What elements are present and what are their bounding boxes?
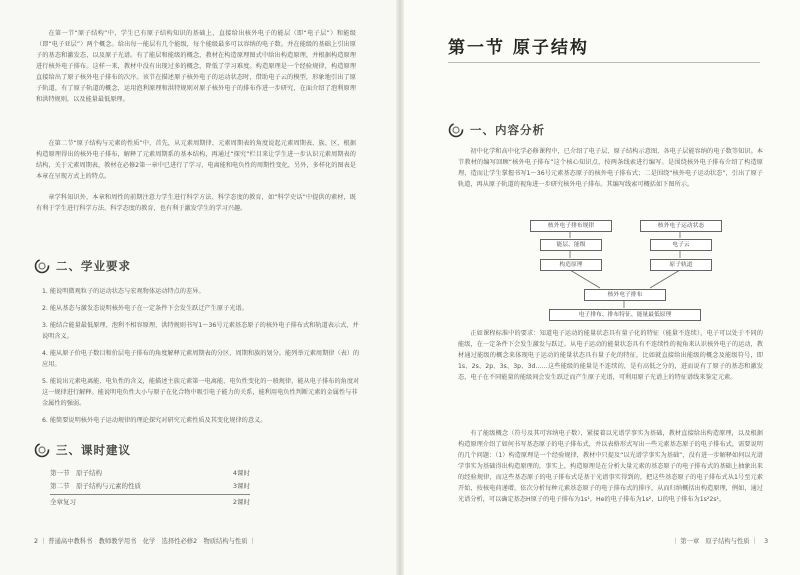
diagram-node-mid-left: 能层、能级 xyxy=(540,239,602,251)
left-paragraph-3: 章学科知识外，本章和周性的前期注意力学生进行科学方法、科学态度的教育，如“科学史话”中提供的素材，既有利于学生进行科学方法、科学态度的教育，也有利于激发学生的学习兴趣。 xyxy=(36,194,356,212)
section-title: 一、内容分析 xyxy=(470,123,545,137)
diagram-node-mid-right: 电子云 xyxy=(650,239,712,251)
chapter-title: 第一节 原子结构 xyxy=(448,38,589,58)
list-item: 2. 能从基态与激发态说明核外电子在一定条件下会发生跃迁产生原子光谱。 xyxy=(42,305,248,312)
diagram-node-bottom: 电子排布、排布特征、能量最低原理 xyxy=(549,309,701,321)
right-paragraph-2: 正如课程标准中的要求：知道电子运动的能量状态具有量子化的特征（能量不连续），电子可以处于不同的能级，在一定条件下会发生激发与跃迁。从电子运动的能量状态具有不连续性的视角来认识核外电子的运动，教材通过能级的概念来体现电子运动的能量状态具有量子化的特征，比如就直接给出能级的概念及能级符号，即1s、2s、2p、3s、3p、3d……这些能级的能量是不连续的，是有高低之分的，进而说有了原子的基态和激发态，电子在不同能量的能级间会发生跃迁而产生原子光谱，可利用原子光谱上的特征谱线来鉴定元素。 xyxy=(458,330,763,381)
hours-label: 第一节 原子结构 xyxy=(50,469,102,477)
hours-value: 3课时 xyxy=(232,482,250,490)
diagram-node-top-left: 核外电子排布规律 xyxy=(530,220,612,232)
left-footer: 2 ｜ 普通高中教科书 教师教学用书 化学 选择性必修2 物质结构与性质 ｜ xyxy=(34,538,256,545)
hours-value: 4课时 xyxy=(232,469,250,477)
right-footer: ｜ 第一章 原子结构与性质 ｜ 3 xyxy=(672,538,769,545)
list-item: 3. 能结合能量最低原理、泡利不相容原理、洪特规则书写1～36号元素基态原子的核外电子排布式和轨道表示式，并说明含义。 xyxy=(42,322,359,340)
list-item: 1. 能说明微观粒子的运动状态与宏观物体运动特点的差异。 xyxy=(42,288,205,295)
right-paragraph-1: 初中化学和高中化学必修课程中，已介绍了电子层、原子结构示意图、各电子层能容纳的电子数等知识。本节教材的编写回顾“核外电子排布”这个核心知识点，按两条线索进行编写。是围绕核外电子排布介绍了构造原理，造而让学生掌握书写1～36号元素基态原子的核外电子排布式；二是围绕“核外电子运动状态”，引出了原子轨道，再从原子轨道的视角进一步研究核外电子排布。其编写线索可概括如下图所示。 xyxy=(458,148,763,188)
list-item: 4. 能从原子价电子数目和价层电子排布的角度解释元素周期表的分区、周期和族的划分。能列举元素周期律（表）的应用。 xyxy=(42,350,360,368)
diagram-node-low-right: 原子轨道 xyxy=(650,259,712,271)
section-title: 二、学业要求 xyxy=(56,259,131,273)
section-title: 三、课时建议 xyxy=(56,443,131,457)
hours-label: 第二节 原子结构与元素的性质 xyxy=(50,482,141,490)
right-paragraph-3: 有了能级概念（符号及其可容纳电子数），紧接着以光谱学事实为基础，教材直接给出构造原理，以及根据构造原理介绍了如何书写基态原子的电子排布式，并以表格形式写出一些元素基态原子的电子排布式，需要说明的几个问题：（1）构造原理是一个经验规律，教材中只提及“以光谱学事实为基础”，没有进一步解释如何以光谱学事实为基础得出构造原理的，事实上，构造原理是在分析大量元素的基态原子的电子排布式的基础上抽象出来的经验规律，而这些基态原子的电子排布式是基于光谱事实得到的，把这些基态原子的电子排布式从1号至元素开始，按核电荷递增，依次分析每种元素基态原子的电子排布式的排序，从而归纳概括出构造原理，例如，通过光谱分析，可以确定基态H原子的电子排布为1s¹，He的电子排布为1s²，Li的电子排布为1s²2s¹， xyxy=(458,430,763,503)
left-paragraph-1: 在第一节“原子结构”中，学生已有原子结构知识的基础上，直接给出核外电子的能层（即“电子层”）和能级（即“电子亚层”）两个概念。给出每一能层有几个能级，每个能级最多可以容纳的电子数。并在能级的基础上引出原子的基态和激发态，以及原子光谱。有了能层和能级的概念，教材在构造原理图式中给出构造原理，并根据构造原理进行核外电子排布。这样一来，教材中没有出现过多的概念，降低了学习难度。构造原理是一个经验规律，构造原理直接给出了原子核外电子排布的次序。该节在描述原子核外电子的运动状态时，借助电子云的模型，形象地引出了原子轨道，有了原子轨道的概念，运用泡利原理和洪特规则对原子核外电子的排布作进一步研究，在面介绍了泡利原理和洪特规则，以及能量最低原理。 xyxy=(36,30,356,103)
diagram-node-low-left: 构造原理 xyxy=(540,259,602,271)
diagram-node-top-right: 核外电子运动状态 xyxy=(640,220,722,232)
list-item: 6. 能简要说明核外电子运动规律的理论探究对研究元素性质及其变化规律的意义。 xyxy=(42,417,267,424)
left-paragraph-2: 在第二节“原子结构与元素的性质”中，首先，从元素周期律、元素周期表的角度说起元素周期表、族、区，根据构造原理得出的核外电子排布，解释了元素周期系的基本结构，再通过“探究”栏目来让学生进一步认识元素周期表的结构，关于元素周期表，教材在必修2第一章中已进行了学习，电离能和电负性的周期性变化，另外，多样化的图表是本章在呈现方式上的特点。 xyxy=(36,140,356,180)
diagram-node-center: 核外电子排布 xyxy=(584,289,666,301)
hours-value: 2课时 xyxy=(232,498,250,506)
hours-label: 全章复习 xyxy=(50,498,76,506)
list-item: 5. 能说出元素电离能、电负性的含义，能描述主族元素第一电离能、电负性变化的一般规律，能从电子排布的角度对这一规律进行解释。能说明电负性大小与原子在化合物中吸引电子能力的关系，能利用电负性判断元素的金属性与非金属性的强弱。 xyxy=(42,378,360,407)
